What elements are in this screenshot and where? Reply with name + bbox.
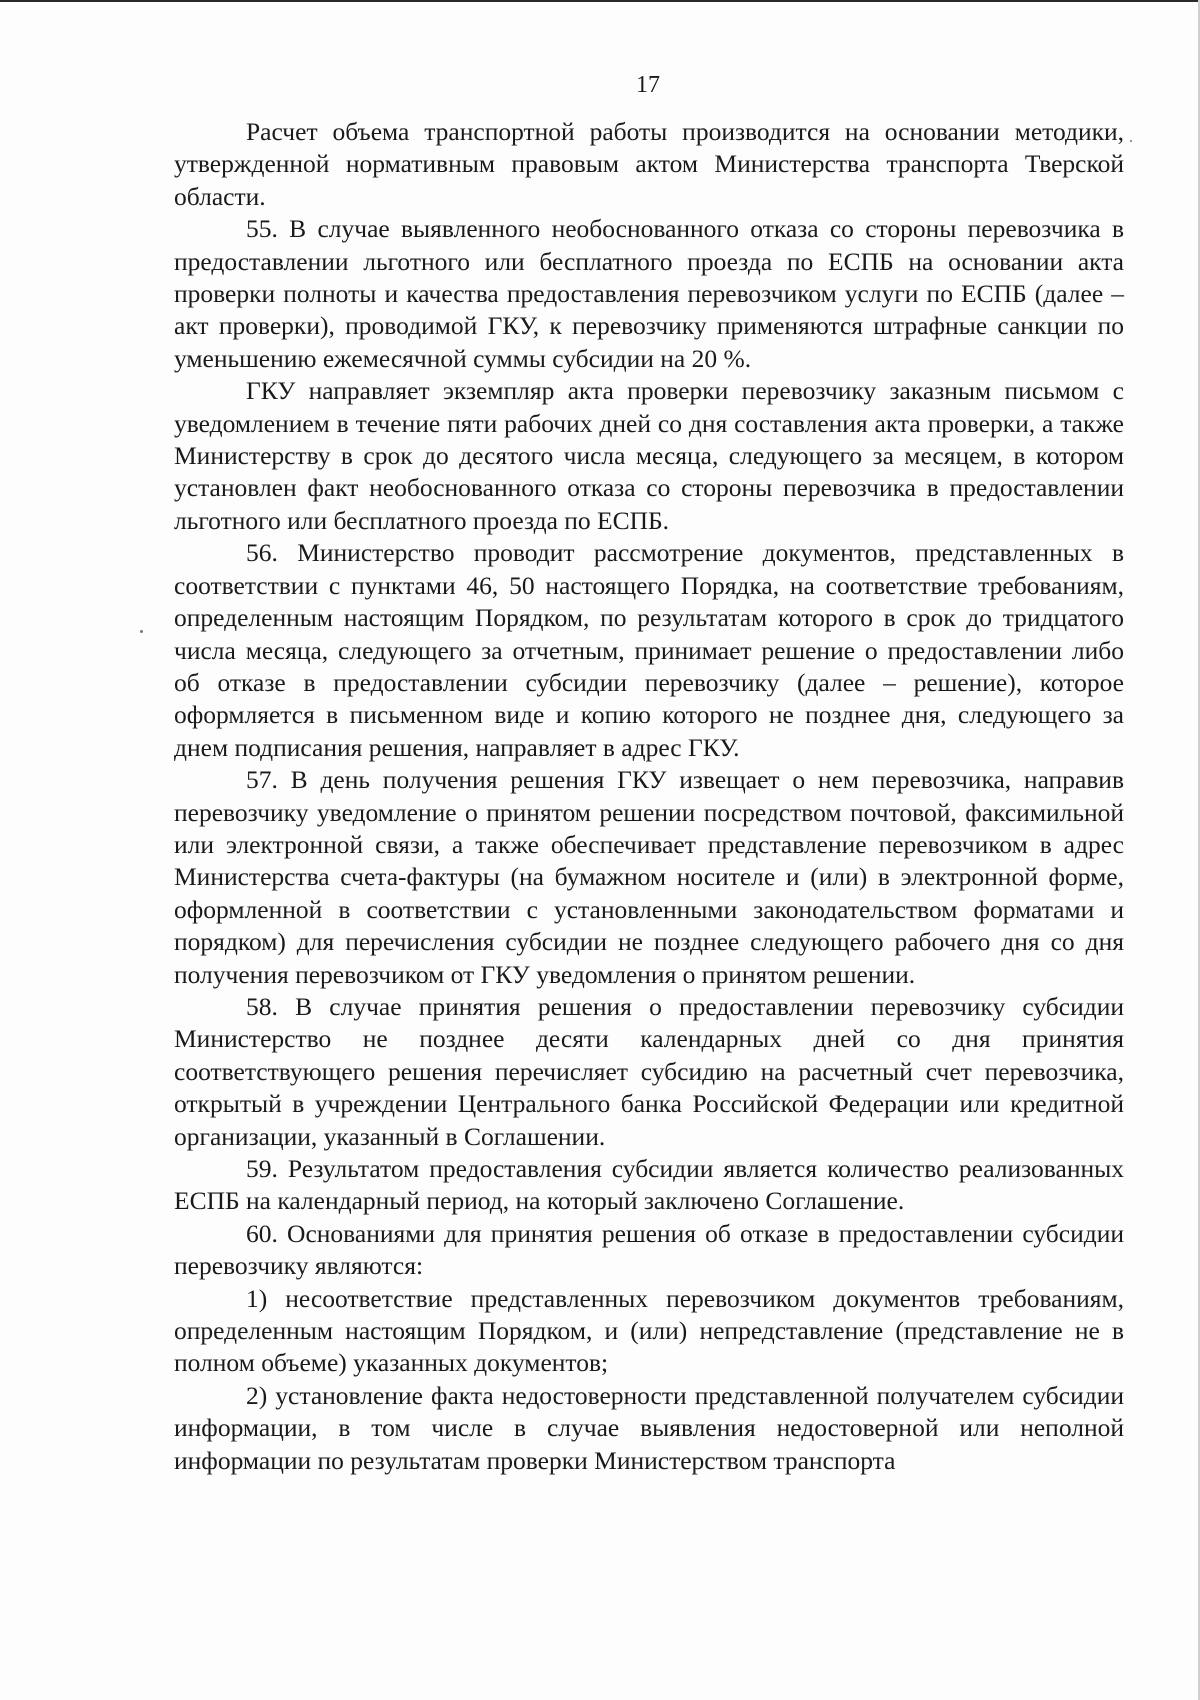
paragraph-60: 60. Основаниями для принятия решения об отказе в предоставлении субсидии перевозчику являются:	[174, 1218, 1124, 1281]
page-number: 17	[636, 72, 660, 98]
paragraph-56: 56. Министерство проводит рассмотрение документов, представленных в соответствии с пунктами 46, 50 настоящего Порядка, на соответствие требованиям, определенным настоящим Порядком, по результатам которого в срок до тридцатого числа месяца, следующего за отчетным, принимает решение о предоставлении либо об отказе в предоставлении субсидии перевозчику (далее – решение), которое оформляется в письменном виде и копию которого не позднее дня, следующего за днем подписания решения, направляет в адрес ГКУ.	[174, 538, 1124, 762]
paragraph-55: 55. В случае выявленного необоснованного отказа со стороны перевозчика в предоставлении льготного или бесплатного проезда по ЕСПБ на основании акта проверки полноты и качества предоставления перевозчиком услуги по ЕСПБ (далее – акт проверки), проводимой ГКУ, к перевозчику применяются штрафные санкции по уменьшению ежемесячной суммы субсидии на 20 %.	[174, 214, 1124, 373]
paragraph-60-item-1: 1) несоответствие представленных перевозчиком документов требованиям, определенным настоящим Порядком, и (или) непредставление (представление не в полном объеме) указанных документов;	[174, 1283, 1124, 1378]
scan-speck	[1130, 140, 1132, 142]
paragraph-57: 57. В день получения решения ГКУ извещает о нем перевозчика, направив перевозчику уведомление о принятом решении посредством почтовой, факсимильной или электронной связи, а также обеспечивает представление перевозчиком в адрес Министерства счета-фактуры (на бумажном носителе и (или) в электронной форме, оформленной в соответствии с установленными законодательством форматами и порядком) для перечисления субсидии не позднее следующего рабочего дня со дня получения перевозчиком от ГКУ уведомления о принятом решении.	[174, 765, 1124, 989]
paragraph-59: 59. Результатом предоставления субсидии является количество реализованных ЕСПБ на календарный период, на который заключено Соглашение.	[174, 1154, 1124, 1216]
document-body	[174, 116, 1124, 1477]
scan-speck	[140, 630, 143, 633]
scan-border-top	[0, 0, 1200, 2]
paragraph-58: 58. В случае принятия решения о предоставлении перевозчику субсидии Министерство не позднее десяти календарных дней со дня принятия соответствующего решения перечисляет субсидию на расчетный счет перевозчика, открытый в учреждении Центрального банка Российской Федерации или кредитной организации, указанный в Соглашении.	[174, 991, 1124, 1151]
paragraph-55-notice: ГКУ направляет экземпляр акта проверки перевозчику заказным письмом с уведомлением в течение пяти рабочих дней со дня составления акта проверки, а также Министерству в срок до десятого числа месяца, следующего за месяцем, в котором установлен факт необоснованного отказа со стороны перевозчика в предоставлении льготного или бесплатного проезда по ЕСПБ.	[174, 376, 1124, 535]
paragraph-calculation-method: Расчет объема транспортной работы производится на основании методики, утвержденной нормативным правовым актом Министерства транспорта Тверской области.	[174, 117, 1124, 211]
paragraph-60-item-2: 2) установление факта недостоверности представленной получателем субсидии информации, в том числе в случае выявления недостоверной или неполной информации по результатам проверки Министерством транспорта	[174, 1380, 1124, 1475]
